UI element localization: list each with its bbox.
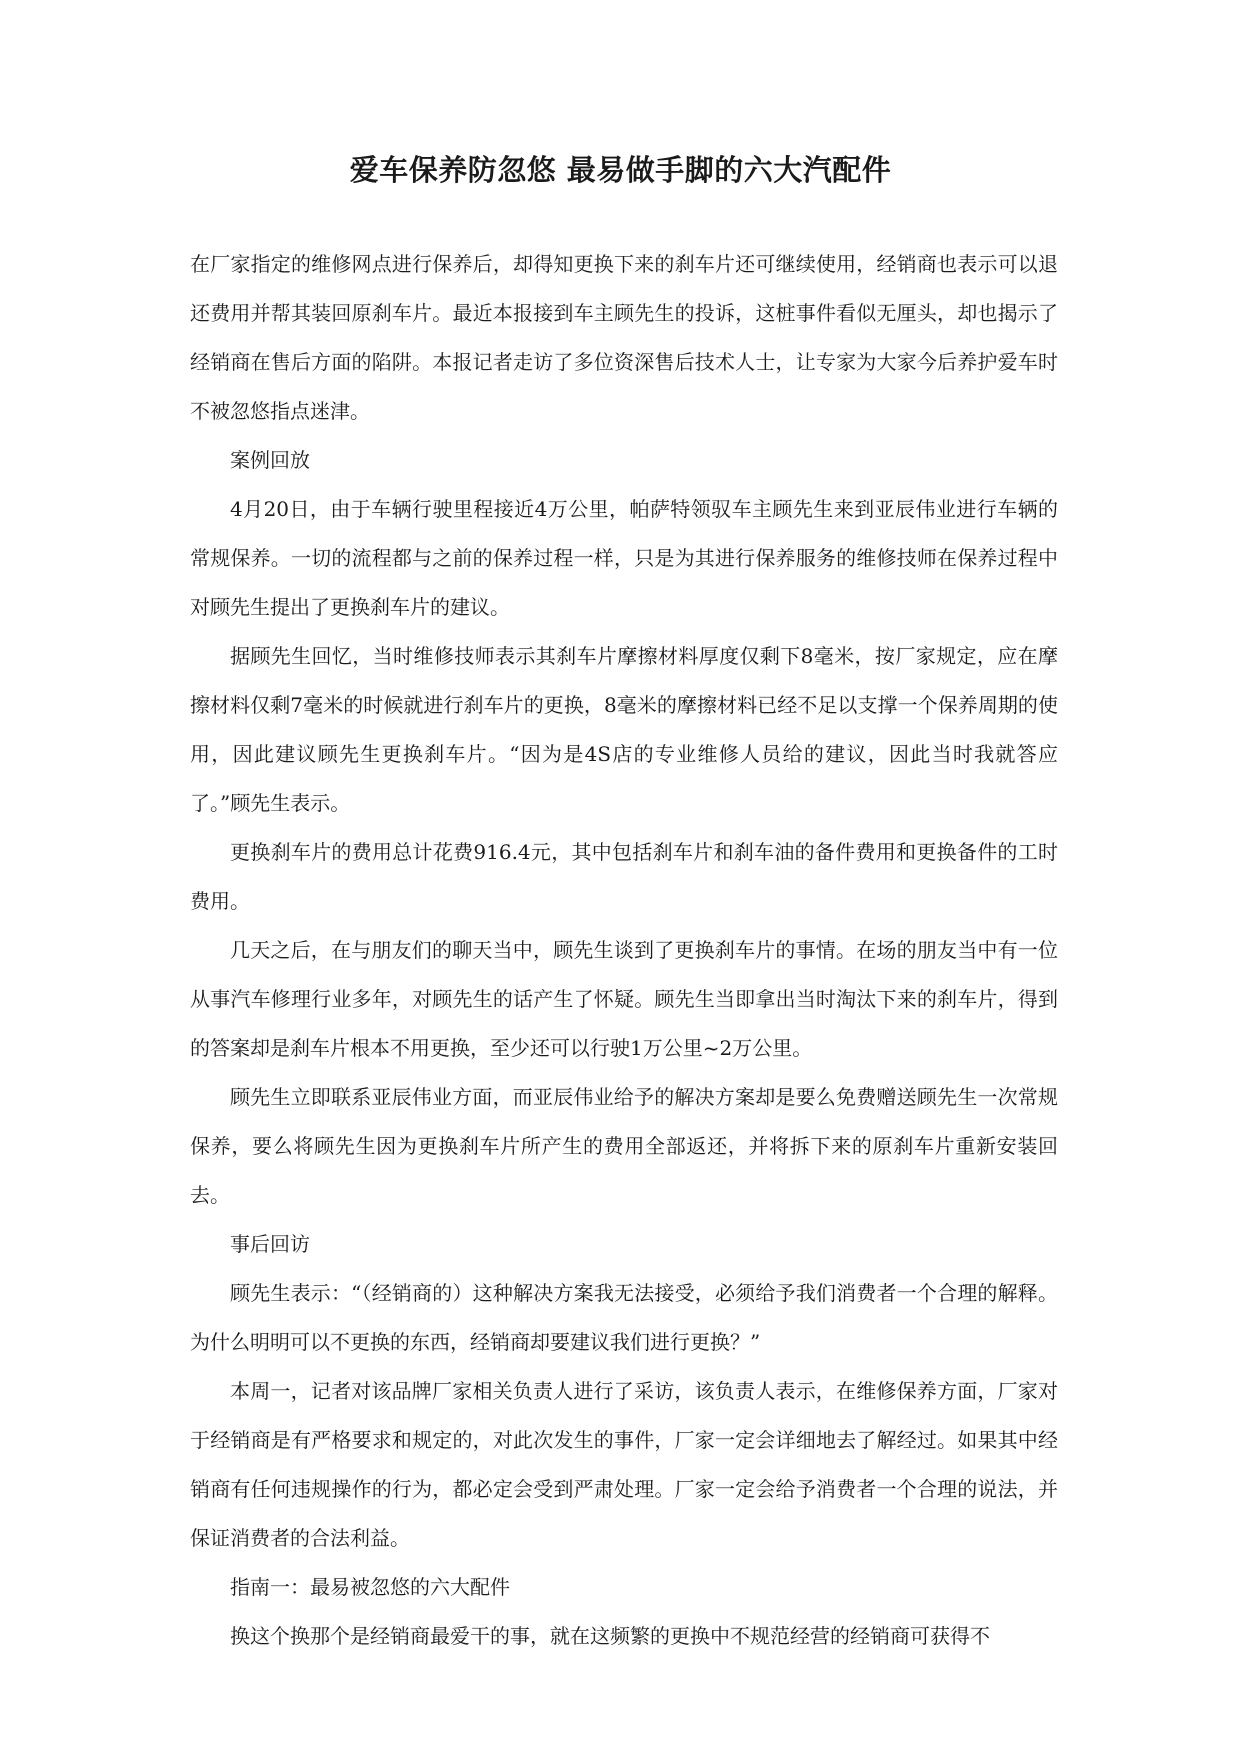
article-title: 爱车保养防忽悠 最易做手脚的六大汽配件 xyxy=(349,153,892,187)
section-heading-guide: 指南一：最易被忽悠的六大配件 xyxy=(230,1575,510,1599)
paragraph: 顾先生立即联系亚辰伟业方面，而亚辰伟业给予的解决方案却是要么免费赠送顾先生一次常规保养，要么将顾先生因为更换刹车片所产生的费用全部返还，并将拆下来的原刹车片重新安装回去。 xyxy=(190,1085,1058,1207)
paragraph: 4月20日，由于车辆行驶里程接近4万公里，帕萨特领驭车主顾先生来到亚辰伟业进行车辆的常规保养。一切的流程都与之前的保养过程一样，只是为其进行保养服务的维修技师在保养过程中对顾先生提出了更换刹车片的建议。 xyxy=(190,497,1058,619)
section-heading-followup: 事后回访 xyxy=(230,1232,310,1256)
intro-paragraph: 在厂家指定的维修网点进行保养后，却得知更换下来的刹车片还可继续使用，经销商也表示可以退还费用并帮其装回原刹车片。最近本报接到车主顾先生的投诉，这桩事件看似无厘头，却也揭示了经销商在售后方面的陷阱。本报记者走访了多位资深售后技术人士，让专家为大家今后养护爱车时不被忽悠指点迷津。 xyxy=(190,252,1058,423)
paragraph: 据顾先生回忆，当时维修技师表示其刹车片摩擦材料厚度仅剩下8毫米，按厂家规定，应在摩擦材料仅剩7毫米的时候就进行刹车片的更换，8毫米的摩擦材料已经不足以支撑一个保养周期的使用，因此建议顾先生更换刹车片。“因为是4S店的专业维修人员给的建议，因此当时我就答应了。”顾先生表示。 xyxy=(190,644,1058,815)
paragraph: 本周一，记者对该品牌厂家相关负责人进行了采访，该负责人表示，在维修保养方面，厂家对于经销商是有严格要求和规定的，对此次发生的事件，厂家一定会详细地去了解经过。如果其中经销商有任何违规操作的行为，都必定会受到严肃处理。厂家一定会给予消费者一个合理的说法，并保证消费者的合法利益。 xyxy=(190,1379,1058,1550)
article-body xyxy=(190,240,1058,1661)
paragraph: 更换刹车片的费用总计花费916.4元，其中包括刹车片和刹车油的备件费用和更换备件的工时费用。 xyxy=(190,840,1058,913)
paragraph: 顾先生表示：“（经销商的）这种解决方案我无法接受，必须给予我们消费者一个合理的解释。为什么明明可以不更换的东西，经销商却要建议我们进行更换？” xyxy=(190,1281,1058,1354)
paragraph: 几天之后，在与朋友们的聊天当中，顾先生谈到了更换刹车片的事情。在场的朋友当中有一位从事汽车修理行业多年，对顾先生的话产生了怀疑。顾先生当即拿出当时淘汰下来的刹车片，得到的答案却是刹车片根本不用更换，至少还可以行驶1万公里~2万公里。 xyxy=(190,938,1058,1060)
section-heading-case: 案例回放 xyxy=(230,448,310,472)
paragraph: 换这个换那个是经销商最爱干的事，就在这频繁的更换中不规范经营的经销商可获得不 xyxy=(230,1624,990,1648)
